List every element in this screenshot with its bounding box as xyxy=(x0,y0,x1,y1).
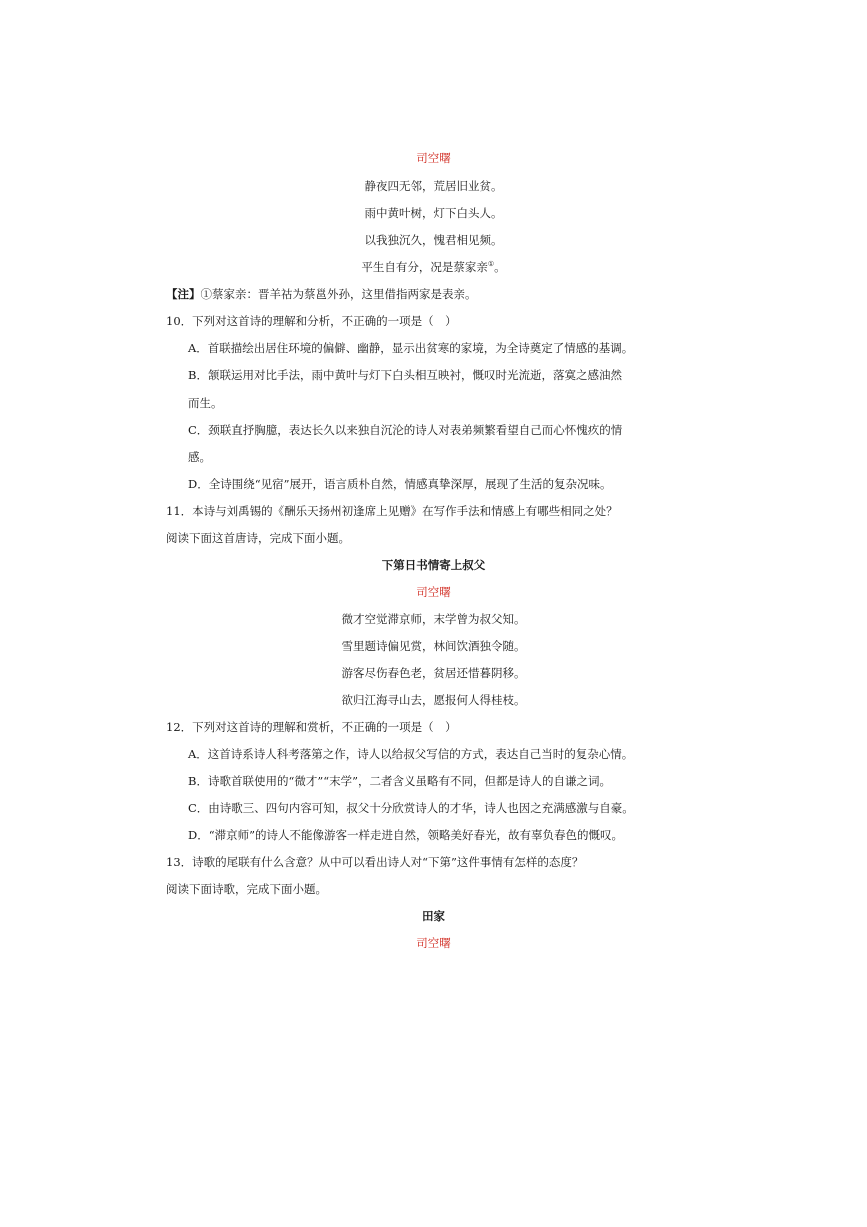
note-text: ①蔡家亲：晋羊祜为蔡邕外孙，这里借指两家是表亲。 xyxy=(200,287,477,301)
question-10-option-a: A．首联描绘出居住环境的偏僻、幽静，显示出贫寒的家境，为全诗奠定了情感的基调。 xyxy=(188,341,634,355)
question-10-option-c-cont: 感。 xyxy=(188,450,211,464)
poem1-line-4-end: 。 xyxy=(494,260,506,274)
question-12-option-a: A．这首诗系诗人科考落第之作，诗人以给叔父写信的方式，表达自己当时的复杂心情。 xyxy=(188,747,634,761)
note-label: 【注】 xyxy=(166,287,201,301)
poem1-line-2: 雨中黄叶树，灯下白头人。 xyxy=(364,206,503,220)
question-10-option-d: D．全诗围绕“见宿”展开，语言质朴自然，情感真挚深厚，展现了生活的复杂况味。 xyxy=(188,477,612,491)
reading-instruction-3: 阅读下面诗歌，完成下面小题。 xyxy=(166,882,327,896)
question-10-stem: 10．下列对这首诗的理解和分析，不正确的一项是（ ） xyxy=(166,314,457,328)
question-10-option-c: C．颈联直抒胸臆，表达长久以来独自沉沦的诗人对表弟频繁看望自己而心怀愧疚的情 xyxy=(188,423,623,437)
question-12-option-b: B．诗歌首联使用的“微才”“末学”，二者含义虽略有不同，但都是诗人的自谦之词。 xyxy=(188,774,611,788)
question-12-option-d: D．“滞京师”的诗人不能像游客一样走进自然，领略美好春光，故有辜负春色的慨叹。 xyxy=(188,828,623,842)
poem2-title: 下第日书情寄上叔父 xyxy=(381,558,486,572)
question-12-option-c: C．由诗歌三、四句内容可知，叔父十分欣赏诗人的才华，诗人也因之充满感激与自豪。 xyxy=(188,801,634,815)
poem2-line-2: 雪里题诗偏见赏，林间饮酒独令随。 xyxy=(341,639,526,653)
question-13-stem: 13．诗歌的尾联有什么含意？从中可以看出诗人对“下第”这件事情有怎样的态度？ xyxy=(166,855,584,869)
question-10-option-b: B．颔联运用对比手法，雨中黄叶与灯下白头相互映衬，慨叹时光流逝，落寞之感油然 xyxy=(188,368,622,382)
question-10-option-b-cont: 而生。 xyxy=(188,396,223,410)
poem1-line-4 xyxy=(0,259,867,275)
note xyxy=(166,286,477,302)
poem2-line-4: 欲归江海寻山去，愿报何人得桂枝。 xyxy=(341,693,526,707)
poem1-line-3: 以我独沉久，愧君相见频。 xyxy=(364,233,503,247)
reading-instruction-2: 阅读下面这首唐诗，完成下面小题。 xyxy=(166,531,350,545)
poem3-author: 司空曙 xyxy=(416,936,451,950)
poem2-line-3: 游客尽伤春色老，贫居还惜暮阴移。 xyxy=(341,666,526,680)
poem1-line-4-text: 平生自有分，况是蔡家亲 xyxy=(361,260,488,274)
poem3-title: 田家 xyxy=(422,909,445,923)
footnote-marker: ① xyxy=(487,260,495,268)
question-11-stem: 11．本诗与刘禹锡的《酬乐天扬州初逢席上见赠》在写作手法和情感上有哪些相同之处？ xyxy=(166,504,618,518)
poem1-line-1: 静夜四无邻，荒居旧业贫。 xyxy=(364,179,503,193)
poem1-author: 司空曙 xyxy=(416,151,451,165)
poem2-author: 司空曙 xyxy=(416,585,451,599)
poem2-line-1: 微才空觉滞京师，末学曾为叔父知。 xyxy=(341,612,526,626)
question-12-stem: 12．下列对这首诗的理解和赏析，不正确的一项是（ ） xyxy=(166,720,457,734)
